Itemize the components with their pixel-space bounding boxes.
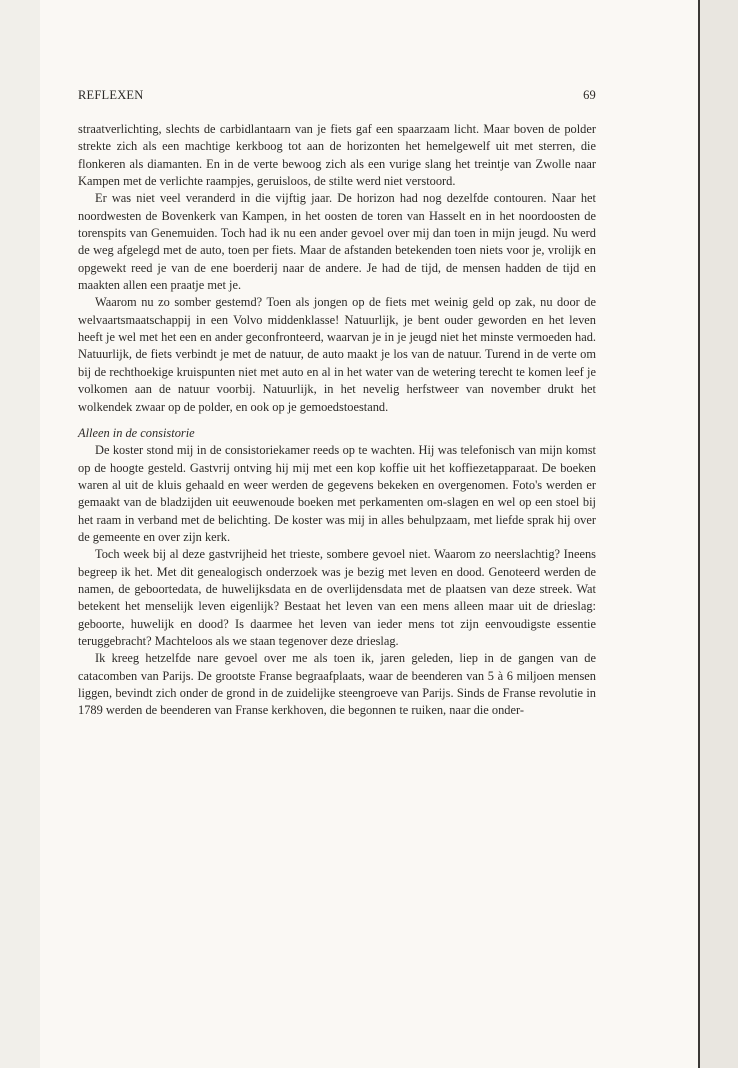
section-heading: Alleen in de consistorie — [78, 425, 195, 440]
page-number: 69 — [583, 88, 596, 102]
body-text — [78, 121, 596, 720]
binding-edge — [698, 0, 700, 1068]
page-gutter — [698, 0, 738, 1068]
paragraph: Ik kreeg hetzelfde nare gevoel over me als toen ik, jaren geleden, liep in de gangen van de catacomben van Parijs. De grootste Franse begraafplaats, waar de beenderen van 5 à 6 miljoen mensen liggen, bevindt zich onder de grond in de zuidelijke steengroeve van Parijs. Sinds de Franse revolutie in 1789 werden de beenderen van Franse kerkhoven, die begonnen te ruiken, naar die onder- — [78, 651, 596, 718]
paragraph: De koster stond mij in de consistoriekamer reeds op te wachten. Hij was telefonisch van mijn komst op de hoogte gesteld. Gastvrij ontving hij mij met een kop koffie uit het koffiezetapparaat. De boeken waren al uit de kluis gehaald en weer werden de gegevens bekeken en overgenomen. Foto's werden er gemaakt van de bladzijden uit eeuwenoude boeken met perkamenten om-slagen en wel op een stoel bij het raam in verband met de belichting. De koster was mij in alles behulpzaam, met liefde sprak hij over de gemeente en over zijn kerk. — [78, 443, 596, 544]
paragraph: straatverlichting, slechts de carbidlantaarn van je fiets gaf een spaarzaam licht. Maar boven de polder strekte zich als een machtige kerkboog tot aan de horizonten het hemelgewelf uit met sterren, die flonkeren als diamanten. En in de verte bewoog zich als een vurige slang het treintje van Zwolle naar Kampen met de verlichte raampjes, geruisloos, de stilte werd niet verstoord. — [78, 122, 596, 189]
paragraph: Er was niet veel veranderd in die vijftig jaar. De horizon had nog dezelfde contouren. Naar het noordwesten de Bovenkerk van Kampen, in het oosten de toren van Hasselt en in het noordoosten de torenspits van Genemuiden. Toch had ik nu een ander gevoel over mij dan toen in mijn jeugd. Nu werd de weg afgelegd met de auto, toen per fiets. Maar de afstanden betekenden toen niets voor je, vrolijk en opgewekt reed je van de ene boerderij naar de andere. Je had de tijd, de mensen hadden de tijd en maakten allen een praatje met je. — [78, 191, 596, 293]
running-header — [78, 88, 596, 106]
paragraph: Toch week bij al deze gastvrijheid het trieste, sombere gevoel niet. Waarom zo neerslachtig? Ineens begreep ik het. Met dit genealogisch onderzoek was je bezig met leven en dood. Genoteerd werden de namen, de geboortedata, de huwelijksdata en de overlijdensdata met de plaatsen van deze streek. Wat betekent het menselijk leven eigenlijk? Bestaat het leven van een mens alleen maar uit de drieslag: geboorte, huwelijk en dood? Is daarmee het leven van ieder mens tot zijn eenvoudigste essentie teruggebracht? Machteloos als we staan tegenover deze drieslag. — [78, 547, 596, 648]
running-title: REFLEXEN — [78, 88, 144, 102]
paragraph: Waarom nu zo somber gestemd? Toen als jongen op de fiets met weinig geld op zak, nu door de welvaartsmaatschappij in een Volvo middenklasse! Natuurlijk, je bent ouder geworden en het leven heeft je wel met het een en ander geconfronteerd, waarvan je in je jeugd niet het minste vermoeden had. Natuurlijk, de fiets verbindt je met de natuur, de auto maakt je los van de natuur. Turend in de verte om bij de rechthoekige kruispunten niet met auto en al in het water van de wetering terecht te komen leef je volkomen aan de natuur voorbij. Natuurlijk, in het nevelig herfstweer van november drukt het wolkendek zwaar op de polder, en ook op je gemoedstoestand. — [78, 295, 596, 414]
